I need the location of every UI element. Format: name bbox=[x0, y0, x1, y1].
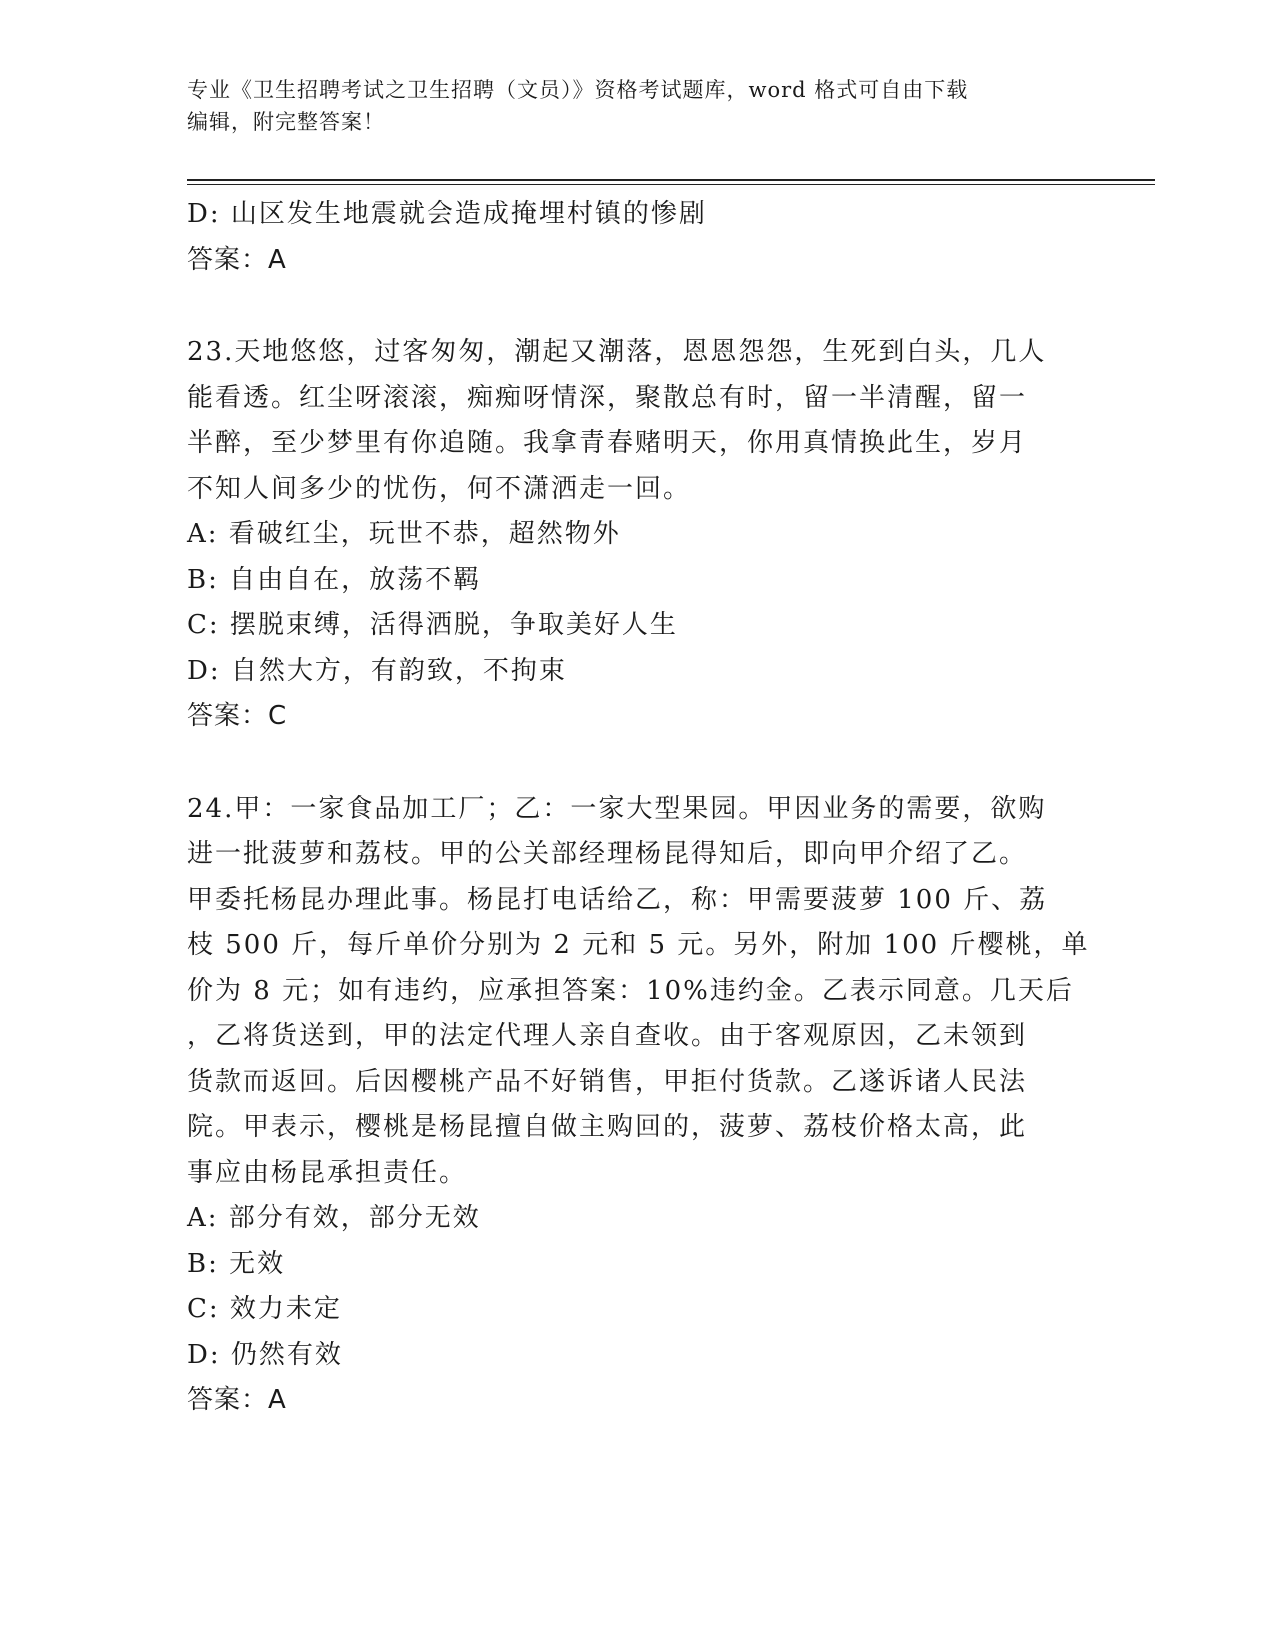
question-24-line-4: 枝 500 斤，每斤单价分别为 2 元和 5 元。另外，附加 100 斤樱桃，单 bbox=[187, 930, 1090, 960]
question-24-line-9: 事应由杨昆承担责任。 bbox=[187, 1157, 468, 1188]
question-24-line-7: 货款而返回。后因樱桃产品不好销售，甲拒付货款。乙遂诉诸人民法 bbox=[187, 1066, 1028, 1097]
question-23-answer: 答案：C bbox=[187, 701, 288, 731]
question-23-line-2: 能看透。红尘呀滚滚，痴痴呀情深，聚散总有时，留一半清醒，留一 bbox=[187, 382, 1028, 413]
question-24-option-a: A: 部分有效，部分无效 bbox=[187, 1203, 481, 1233]
question-24-option-c: C: 效力未定 bbox=[187, 1294, 342, 1324]
document-header bbox=[187, 74, 1087, 138]
question-24 bbox=[187, 787, 1090, 1424]
question-23-option-a: A: 看破红尘，玩世不恭，超然物外 bbox=[187, 519, 621, 549]
prev-option-d: D: 山区发生地震就会造成掩埋村镇的惨剧 bbox=[187, 199, 707, 229]
spacer bbox=[187, 740, 1087, 787]
question-23-line-3: 半醉，至少梦里有你追随。我拿青春赌明天，你用真情换此生，岁月 bbox=[187, 428, 1028, 458]
question-23-option-b: B: 自由自在，放荡不羁 bbox=[187, 564, 482, 595]
question-24-answer: 答案：A bbox=[187, 1385, 287, 1415]
prev-answer: 答案：A bbox=[187, 244, 287, 275]
question-24-line-3: 甲委托杨昆办理此事。杨昆打电话给乙，称：甲需要菠萝 100 斤、荔 bbox=[187, 884, 1048, 915]
header-line-2: 编辑，附完整答案！ bbox=[187, 110, 385, 134]
question-23-line-4: 不知人间多少的忧伤，何不潇洒走一回。 bbox=[187, 473, 692, 504]
question-23 bbox=[187, 330, 1087, 740]
document-body bbox=[187, 192, 1090, 1424]
question-24-option-b: B: 无效 bbox=[187, 1248, 286, 1279]
question-24-option-d: D: 仍然有效 bbox=[187, 1339, 343, 1370]
question-24-line-2: 进一批菠萝和荔枝。甲的公关部经理杨昆得知后，即向甲介绍了乙。 bbox=[187, 839, 1028, 869]
question-23-option-d: D: 自然大方，有韵致，不拘束 bbox=[187, 655, 567, 686]
question-23-line-1: 23.天地悠悠，过客匆匆，潮起又潮落，恩恩怨怨，生死到白头，几人 bbox=[187, 337, 1047, 367]
question-24-line-5: 价为 8 元；如有违约，应承担答案：10%违约金。乙表示同意。几天后 bbox=[187, 975, 1074, 1006]
question-23-option-c: C: 摆脱束缚，活得洒脱，争取美好人生 bbox=[187, 610, 678, 640]
question-24-line-6: ，乙将货送到，甲的法定代理人亲自查收。由于客观原因，乙未领到 bbox=[187, 1021, 1028, 1051]
header-rule-thick bbox=[187, 179, 1155, 181]
header-rule-thin bbox=[187, 184, 1155, 185]
spacer bbox=[187, 283, 1087, 330]
header-line-1: 专业《卫生招聘考试之卫生招聘（文员）》资格考试题库，word 格式可自由下载 bbox=[187, 78, 969, 102]
question-24-line-8: 院。甲表示，樱桃是杨昆擅自做主购回的，菠萝、荔枝价格太高，此 bbox=[187, 1112, 1028, 1142]
question-24-line-1: 24.甲：一家食品加工厂；乙：一家大型果园。甲因业务的需要，欲购 bbox=[187, 793, 1047, 824]
